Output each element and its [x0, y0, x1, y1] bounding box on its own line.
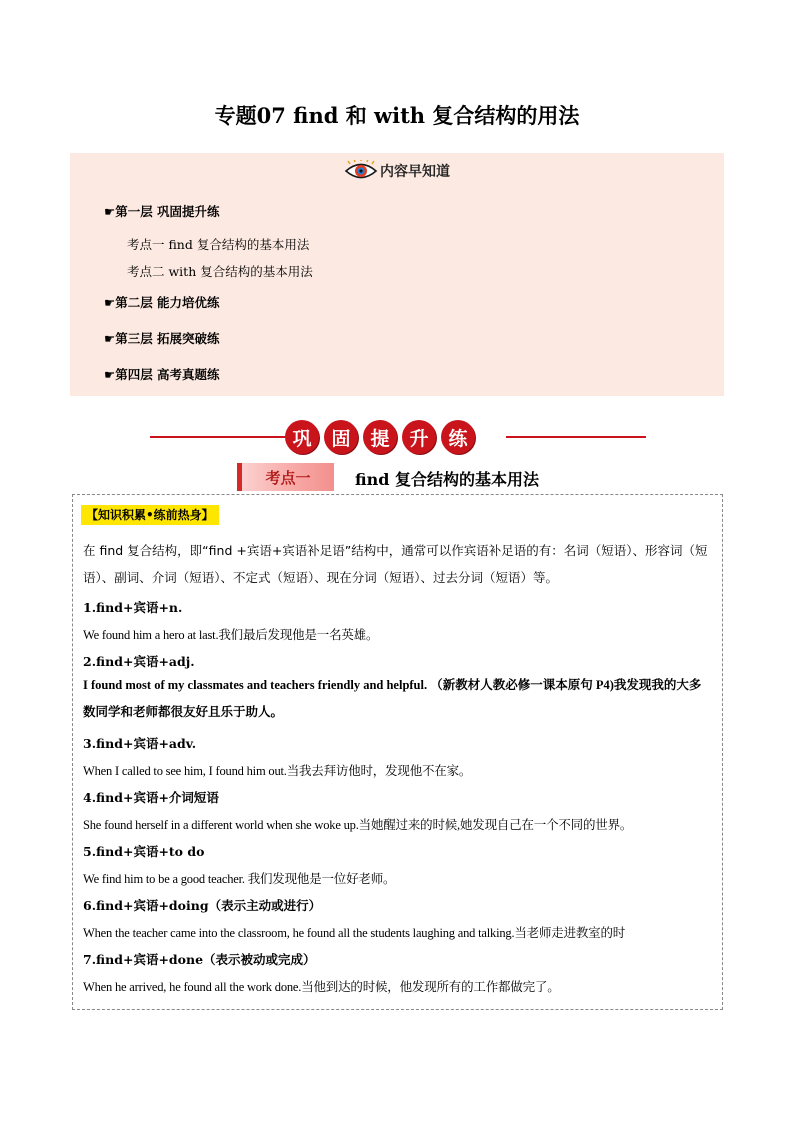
banner-char: 巩 [285, 420, 319, 454]
toc-level-2[interactable]: ☛第二层 能力培优练 [104, 295, 220, 310]
page-title: 专题07 find 和 with 复合结构的用法 [214, 103, 580, 128]
point-heading: 3.find+宾语+adv. [83, 736, 197, 751]
point-example: When the teacher came into the classroom, he found all the students laughing and talking.当老师走进教室的时 [83, 926, 626, 940]
banner-char: 固 [324, 420, 358, 454]
toc-header-label: 内容早知道 [380, 164, 450, 180]
section-title: find 复合结构的基本用法 [355, 470, 540, 489]
toc-sub-2[interactable]: 考点二 with 复合结构的基本用法 [127, 264, 313, 279]
section-badge: 考点一 [237, 463, 334, 491]
eye-icon [344, 160, 378, 182]
point-heading: 1.find+宾语+n. [83, 600, 183, 615]
point-heading: 7.find+宾语+done（表示被动或完成） [83, 952, 316, 967]
point-example: I found most of my classmates and teachers friendly and helpful. （新教材人教必修一课本原句 P4)我发现我的大多数同学和老师都很友好且乐于助人。 [83, 678, 702, 719]
toc-level-4[interactable]: ☛第四层 高考真题练 [104, 367, 220, 382]
content-box [72, 494, 723, 1010]
section-banner [150, 420, 646, 454]
point-heading: 4.find+宾语+介词短语 [83, 790, 219, 805]
banner-chars [285, 420, 475, 454]
point-example: When I called to see him, I found him out.当我去拜访他时，发现他不在家。 [83, 764, 472, 778]
point-heading: 5.find+宾语+to do [83, 844, 205, 859]
knowledge-tag: 【知识积累•练前热身】 [81, 505, 219, 525]
toc-sub-1[interactable]: 考点一 find 复合结构的基本用法 [127, 237, 310, 252]
banner-char: 练 [441, 420, 475, 454]
banner-line-left [150, 436, 290, 438]
banner-char: 提 [363, 420, 397, 454]
point-example: We found him a hero at last.我们最后发现他是一名英雄。 [83, 628, 379, 642]
toc-header [70, 157, 724, 185]
intro-paragraph: 在 find 复合结构，即“find +宾语+宾语补足语”结构中，通常可以作宾语补足语的有：名词（短语）、形容词（短语）、副词、介词（短语）、不定式（短语）、现在分词（短语）、过去分词（短语）等。 [83, 543, 708, 585]
point-example: We find him to be a good teacher. 我们发现他是一位好老师。 [83, 872, 396, 886]
point-heading: 2.find+宾语+adj. [83, 654, 195, 669]
point-example: When he arrived, he found all the work done.当他到达的时候，他发现所有的工作都做完了。 [83, 980, 560, 994]
banner-line-right [506, 436, 646, 438]
toc-panel [70, 153, 724, 396]
point-example: She found herself in a different world when she woke up.当她醒过来的时候,她发现自己在一个不同的世界。 [83, 818, 633, 832]
point-heading: 6.find+宾语+doing（表示主动或进行） [83, 898, 322, 913]
banner-char: 升 [402, 420, 436, 454]
toc-level-3[interactable]: ☛第三层 拓展突破练 [104, 331, 220, 346]
toc-level-1[interactable]: ☛第一层 巩固提升练 [104, 204, 220, 219]
